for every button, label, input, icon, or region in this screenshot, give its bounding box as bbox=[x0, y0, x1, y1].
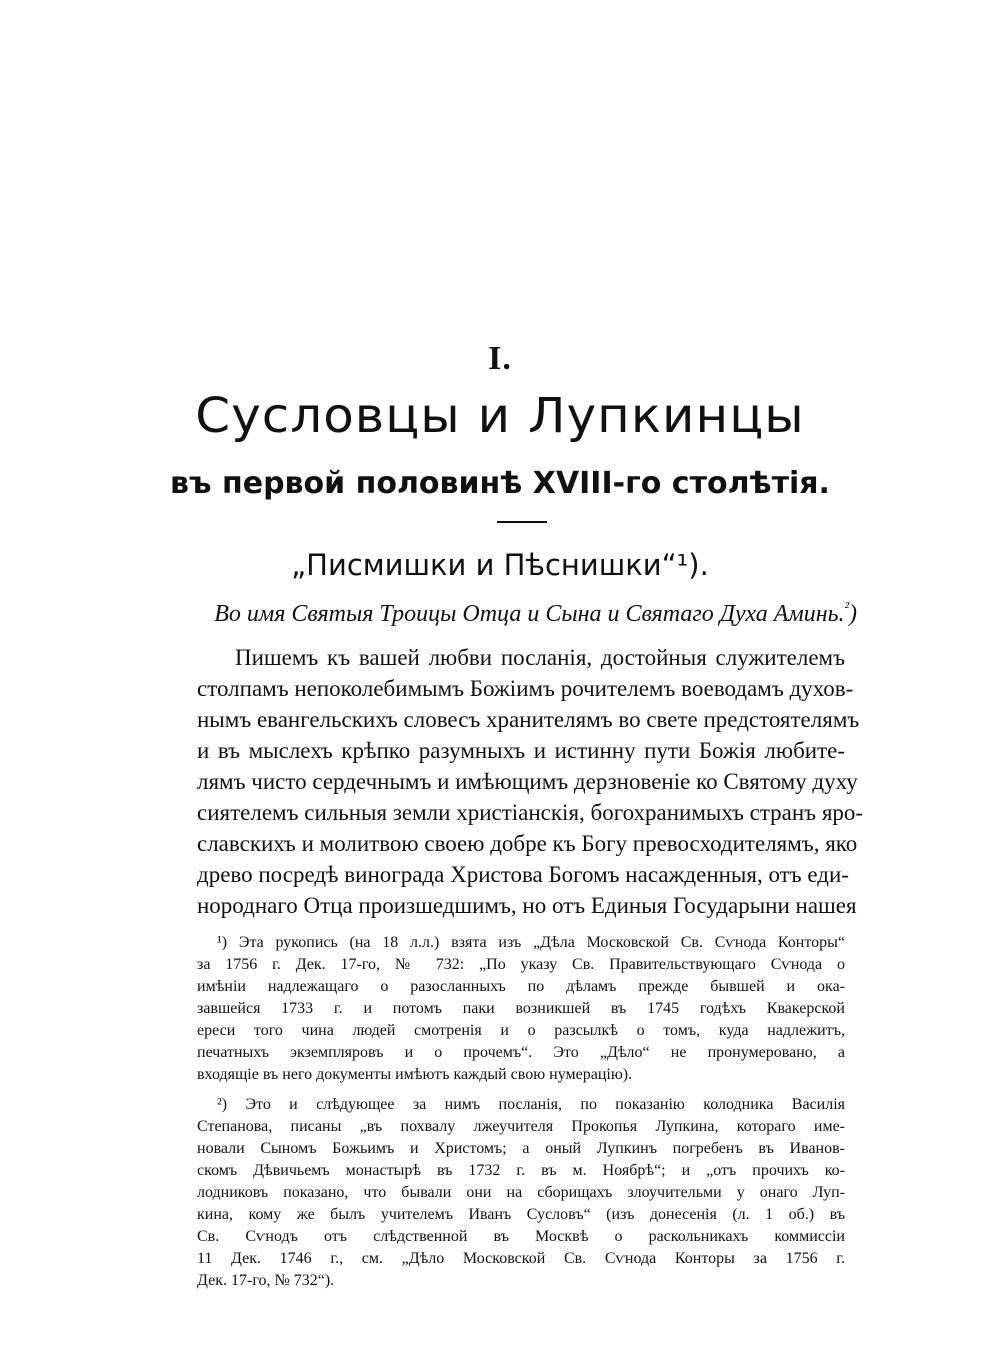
footnote-2-line: новали Сыномъ Божьимъ и Христомъ; а оный Лупкинъ погребенъ въ Иванов- bbox=[197, 1140, 845, 1157]
footnote-1-line: имѣніи надлежащаго о разосланныхъ по дѣламъ прежде бывшей и ока- bbox=[197, 978, 845, 995]
footnote-2-line: Св. Сѵнодъ отъ слѣдственной въ Москвѣ о раскольникахъ коммиссіи bbox=[197, 1228, 845, 1245]
footnote-1-line: завшейся 1733 г. и потомъ паки возникшей въ 1745 годѣхъ Квакерской bbox=[197, 1000, 845, 1017]
footnote-1-line: печатныхъ экземпляровъ и о прочемъ“. Это „Дѣло“ не пронумеровано, а bbox=[197, 1044, 845, 1061]
body-line: столпамъ непоколебимымъ Божіимъ рочителемъ воеводамъ духов- bbox=[197, 676, 854, 701]
footnote-2-line: Степанова, писаны „въ похвалу лжеучителя Прокопья Лупкина, котораго име- bbox=[197, 1118, 845, 1135]
footnote-1-line: входящіе въ него документы имѣютъ каждый свою нумерацію). bbox=[197, 1066, 633, 1083]
footnote-2-line: лодниковъ показано, что бывали они на сборищахъ злоучительми у онаго Луп- bbox=[197, 1184, 845, 1201]
footnote-ref-2: ² bbox=[844, 600, 849, 616]
body-line: нороднаго Отца произшедшимъ, но отъ Единыя Государыни нашея bbox=[197, 893, 857, 918]
body-line: сиятелемъ сильныя земли христіанскія, богохранимыхъ странъ яро- bbox=[197, 800, 864, 825]
title-divider bbox=[497, 521, 547, 523]
body-line: Пишемъ къ вашей любви посланія, достойныя служителемъ bbox=[235, 645, 845, 670]
body-line: и въ мыслехъ крѣпко разумныхъ и истинну пути Божія любите- bbox=[197, 738, 845, 763]
body-line: лямъ чисто сердечнымъ и имѣющимъ дерзновеніе ко Святому духу bbox=[197, 769, 858, 794]
body-text bbox=[197, 642, 864, 921]
footnote-gap bbox=[197, 1086, 845, 1094]
footnote-1-line: за 1756 г. Дек. 17-го, № 732: „По указу Св. Правительствующаго Сѵнода о bbox=[197, 956, 845, 973]
footnote-2-line: ²) Это и слѣдующее за нимъ посланія, по показанію колодника Василія bbox=[217, 1096, 846, 1113]
chapter-numeral: I. bbox=[488, 340, 512, 377]
chapter-title: Сусловцы и Лупкинцы bbox=[195, 388, 805, 444]
footnote-2-line: Дек. 17-го, № 732“). bbox=[197, 1272, 335, 1289]
body-line: нымъ евангельскихъ словесъ хранителямъ во свете предстоятелямъ bbox=[197, 707, 860, 732]
footnote-2-marker: ²) bbox=[217, 1096, 228, 1113]
body-line: древо посредѣ винограда Христова Богомъ насажденныя, отъ еди- bbox=[197, 862, 849, 887]
section-heading-text: „Писмишки и Пѣснишки“ bbox=[291, 548, 677, 582]
chapter-subtitle: въ первой половинѣ XVIII-го столѣтія. bbox=[170, 466, 830, 501]
body-line: славскихъ и молитвою своею добре къ Богу превосходителямъ, яко bbox=[197, 831, 858, 856]
footnotes bbox=[197, 932, 845, 1292]
footnote-1-marker: ¹) bbox=[217, 934, 228, 951]
section-heading bbox=[0, 548, 1000, 582]
footnote-1-line: ¹) Эта рукопись (на 18 л.л.) взята изъ „Дѣла Московской Св. Сѵнода Конторы“ bbox=[217, 934, 846, 951]
footnote-2-line: скомъ Дѣвичьемъ монастырѣ въ 1732 г. въ м. Ноябрѣ“; и „отъ прочихъ ко- bbox=[197, 1162, 845, 1179]
footnote-2-line: 11 Дек. 1746 г., см. „Дѣло Московской Св. Сѵнода Конторы за 1756 г. bbox=[197, 1250, 845, 1267]
footnote-2-line: кина, кому же былъ учителемъ Иванъ Сусловъ“ (изъ донесенія (л. 1 об.) въ bbox=[197, 1206, 845, 1223]
invocation-close: ) bbox=[849, 601, 857, 627]
footnote-ref-1: ¹). bbox=[676, 548, 709, 582]
invocation-line bbox=[197, 601, 857, 628]
invocation-text: Во имя Святыя Троицы Отца и Сына и Святаго Духа Аминь. bbox=[214, 601, 845, 627]
footnote-1-line: ереси того чина людей смотренія и о разсылкѣ о томъ, куда надлежитъ, bbox=[197, 1022, 845, 1039]
